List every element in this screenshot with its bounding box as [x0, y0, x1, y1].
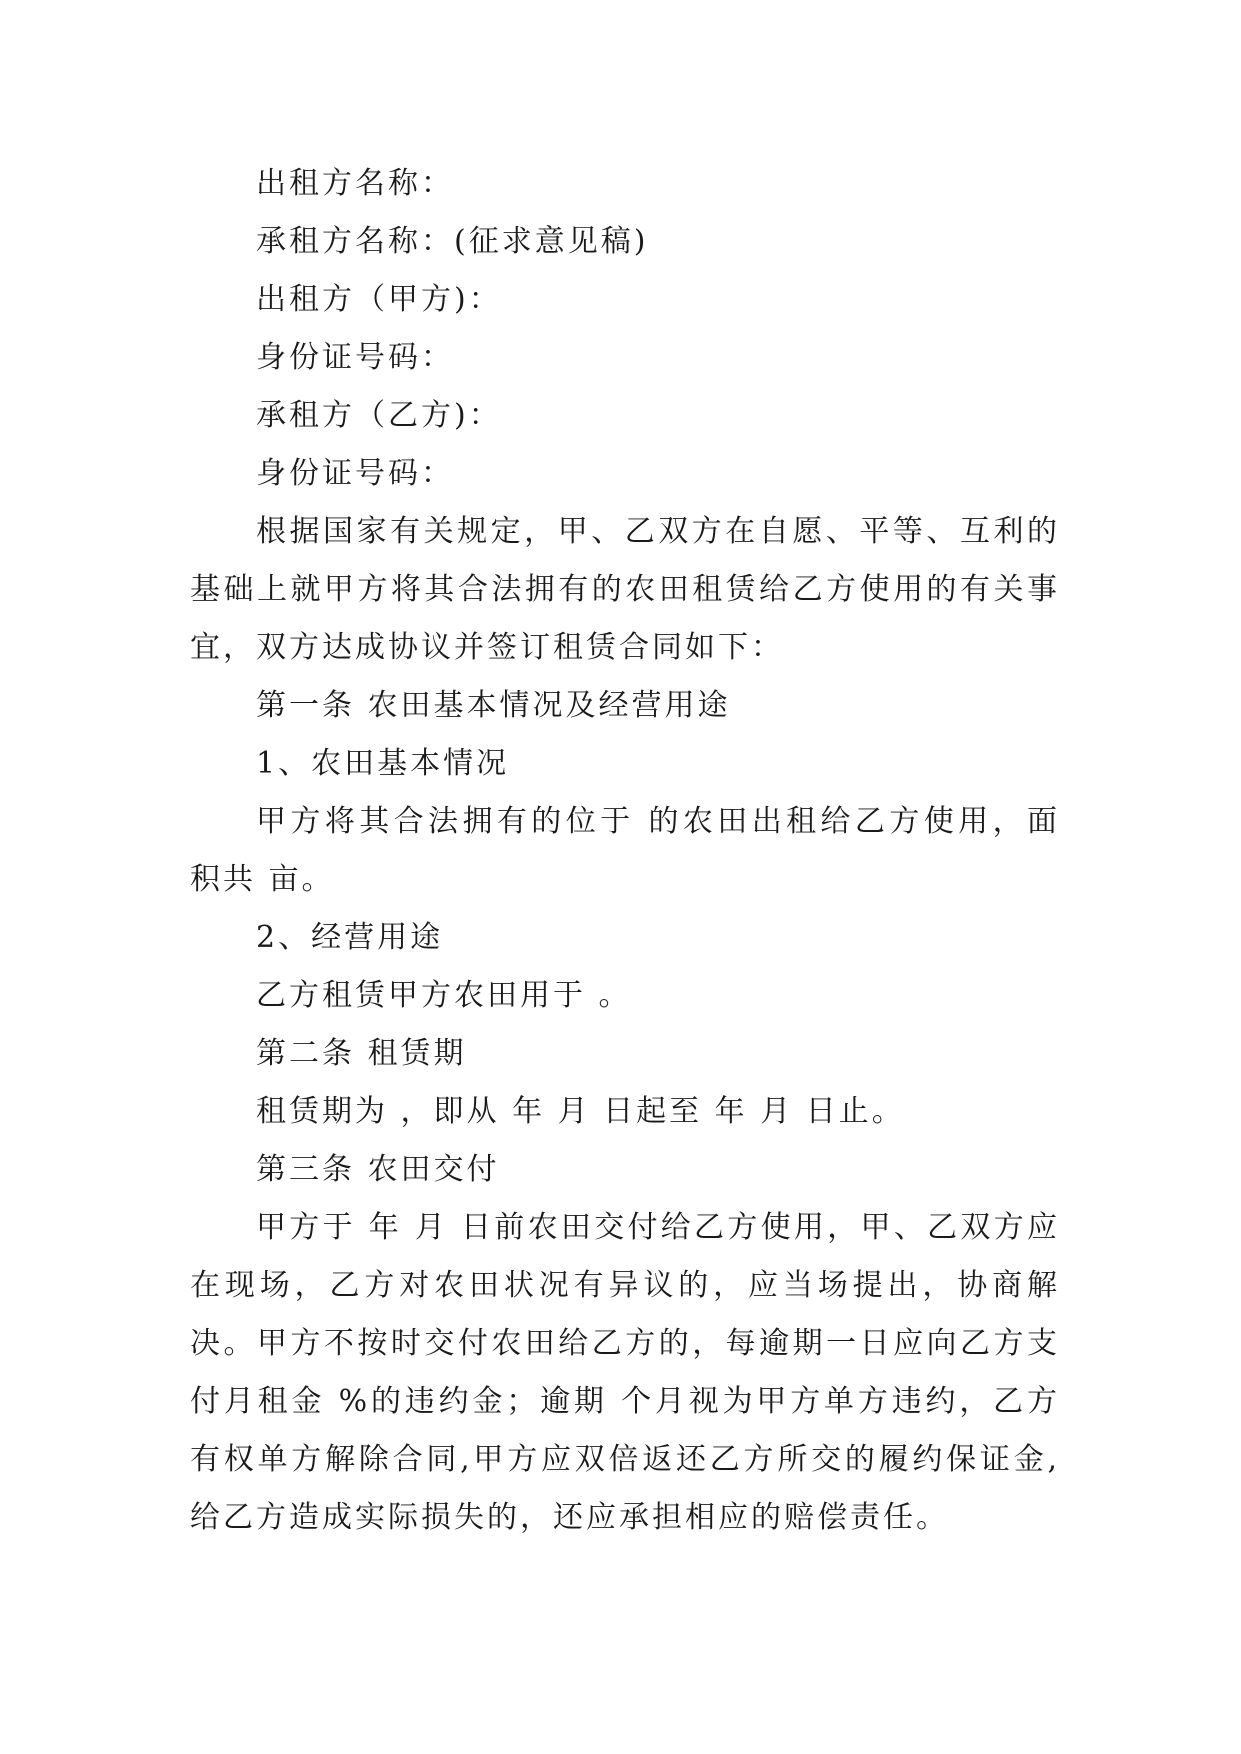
lessor-name-line: 出租方名称：	[256, 166, 454, 201]
document-body	[190, 155, 1060, 1547]
article-1-item-2-heading: 2、经营用途	[256, 920, 444, 955]
article-2-text: 租赁期为 ，即从 年 月 日起至 年 月 日止。	[256, 1094, 905, 1129]
party-a-id-line: 身份证号码：	[256, 340, 454, 375]
party-a-line: 出租方（甲方)：	[256, 282, 502, 317]
article-2-heading: 第二条 租赁期	[256, 1036, 467, 1071]
article-1-item-1-text: 甲方将其合法拥有的位于 的农田出租给乙方使用，面积共 亩。	[190, 804, 1060, 897]
article-1-item-1-heading: 1、农田基本情况	[256, 746, 510, 781]
article-3-text: 甲方于 年 月 日前农田交付给乙方使用，甲、乙双方应在现场，乙方对农田状况有异议的，应当场提出，协商解决。甲方不按时交付农田给乙方的，每逾期一日应向乙方支付月租金 %的违约金；逾期 个月视为甲方单方违约，乙方有权单方解除合同,甲方应双倍返还乙方所交的履约保证金,给乙方造成实际损失的，还应承担相应的赔偿责任。	[190, 1210, 1060, 1535]
preamble-paragraph: 根据国家有关规定，甲、乙双方在自愿、平等、互利的基础上就甲方将其合法拥有的农田租赁给乙方使用的有关事宜，双方达成协议并签订租赁合同如下：	[190, 514, 1060, 665]
article-3-heading: 第三条 农田交付	[256, 1152, 500, 1187]
party-b-line: 承租方（乙方)：	[256, 398, 502, 433]
lessee-name-line: 承租方名称：(征求意见稿)	[256, 224, 649, 259]
article-1-item-2-text: 乙方租赁甲方农田用于 。	[256, 978, 632, 1013]
party-b-id-line: 身份证号码：	[256, 456, 454, 491]
article-1-heading: 第一条 农田基本情况及经营用途	[256, 688, 731, 723]
